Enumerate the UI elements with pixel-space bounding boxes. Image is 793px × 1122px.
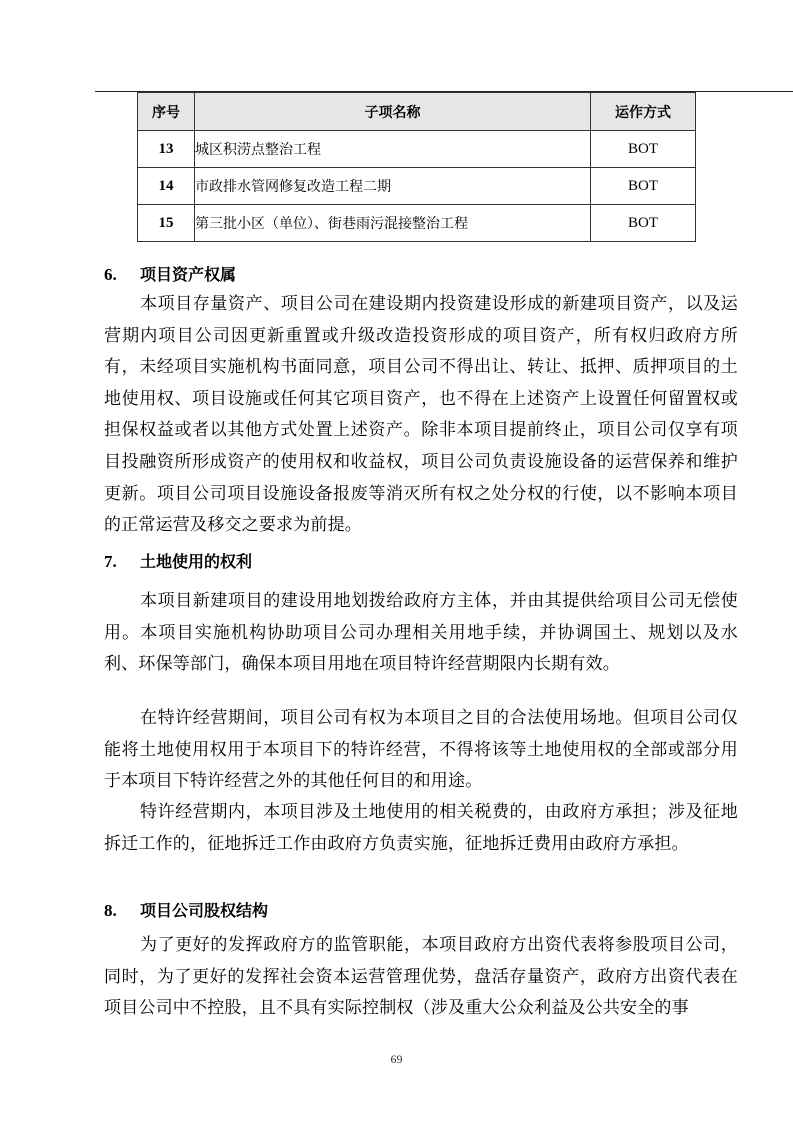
header-serial: 序号 [138, 93, 195, 131]
section-number: 6. [104, 265, 117, 284]
table-row [138, 168, 696, 205]
row-number: 15 [138, 205, 195, 242]
table-row [138, 131, 696, 168]
paragraph-land-allocation: 本项目新建项目的建设用地划拨给政府方主体，并由其提供给项目公司无偿使用。本项目实施机构协助项目公司办理相关用地手续，并协调国土、规划以及水利、环保等部门，确保本项目用地在项目特许经营期限内长期有效。 [104, 591, 738, 675]
row-mode: BOT [591, 205, 696, 242]
paragraph-equity-structure: 为了更好的发挥政府方的监管职能，本项目政府方出资代表将参股项目公司，同时，为了更好的发挥社会资本运营管理优势，盘活存量资产，政府方出资代表在项目公司中不控股，且不具有实际控制权（涉及重大公众利益及公共安全的事 [104, 935, 738, 1019]
row-mode: BOT [591, 131, 696, 168]
paragraph-land-use-rights: 在特许经营期间，项目公司有权为本项目之目的合法使用场地。但项目公司仅能将土地使用权用于本项目下的特许经营，不得将该等土地使用权的全部或部分用于本项目下特许经营之外的其他任何目的和用途。 [104, 708, 738, 792]
section-title: 土地使用的权利 [140, 552, 253, 571]
row-number: 13 [138, 131, 195, 168]
paragraph-asset-ownership: 本项目存量资产、项目公司在建设期内投资建设形成的新建项目资产，以及运营期内项目公司因更新重置或升级改造投资形成的项目资产，所有权归政府方所有，未经项目实施机构书面同意，项目公司不得出让、转让、抵押、质押项目的土地使用权、项目设施或任何其它项目资产，也不得在上述资产上设置任何留置权或担保权益或者以其他方式处置上述资产。除非本项目提前终止，项目公司仅享有项目投融资所形成资产的使用权和收益权，项目公司负责设施设备的运营保养和维护更新。项目公司项目设施设备报废等消灭所有权之处分权的行使，以不影响本项目的正常运营及移交之要求为前提。 [104, 294, 738, 536]
section-title: 项目资产权属 [140, 265, 237, 284]
row-mode: BOT [591, 168, 696, 205]
section-number: 7. [104, 552, 117, 571]
row-name: 第三批小区（单位）、街巷雨污混接整治工程 [195, 205, 591, 242]
header-subitem-name: 子项名称 [195, 93, 591, 131]
page-number: 69 [390, 1052, 403, 1066]
subproject-table [137, 92, 696, 242]
section-number: 8. [104, 901, 117, 920]
section-heading-6 [104, 260, 236, 290]
table-header-row [138, 93, 696, 131]
header-operation-mode: 运作方式 [591, 93, 696, 131]
section-heading-7 [104, 547, 252, 577]
row-name: 市政排水管网修复改造工程二期 [195, 168, 591, 205]
table-row [138, 205, 696, 242]
row-number: 14 [138, 168, 195, 205]
row-name: 城区积涝点整治工程 [195, 131, 591, 168]
section-heading-8 [104, 896, 268, 926]
paragraph-land-taxes: 特许经营期内，本项目涉及土地使用的相关税费的，由政府方承担；涉及征地拆迁工作的，征地拆迁工作由政府方负责实施，征地拆迁费用由政府方承担。 [104, 802, 738, 854]
section-title: 项目公司股权结构 [140, 901, 269, 920]
